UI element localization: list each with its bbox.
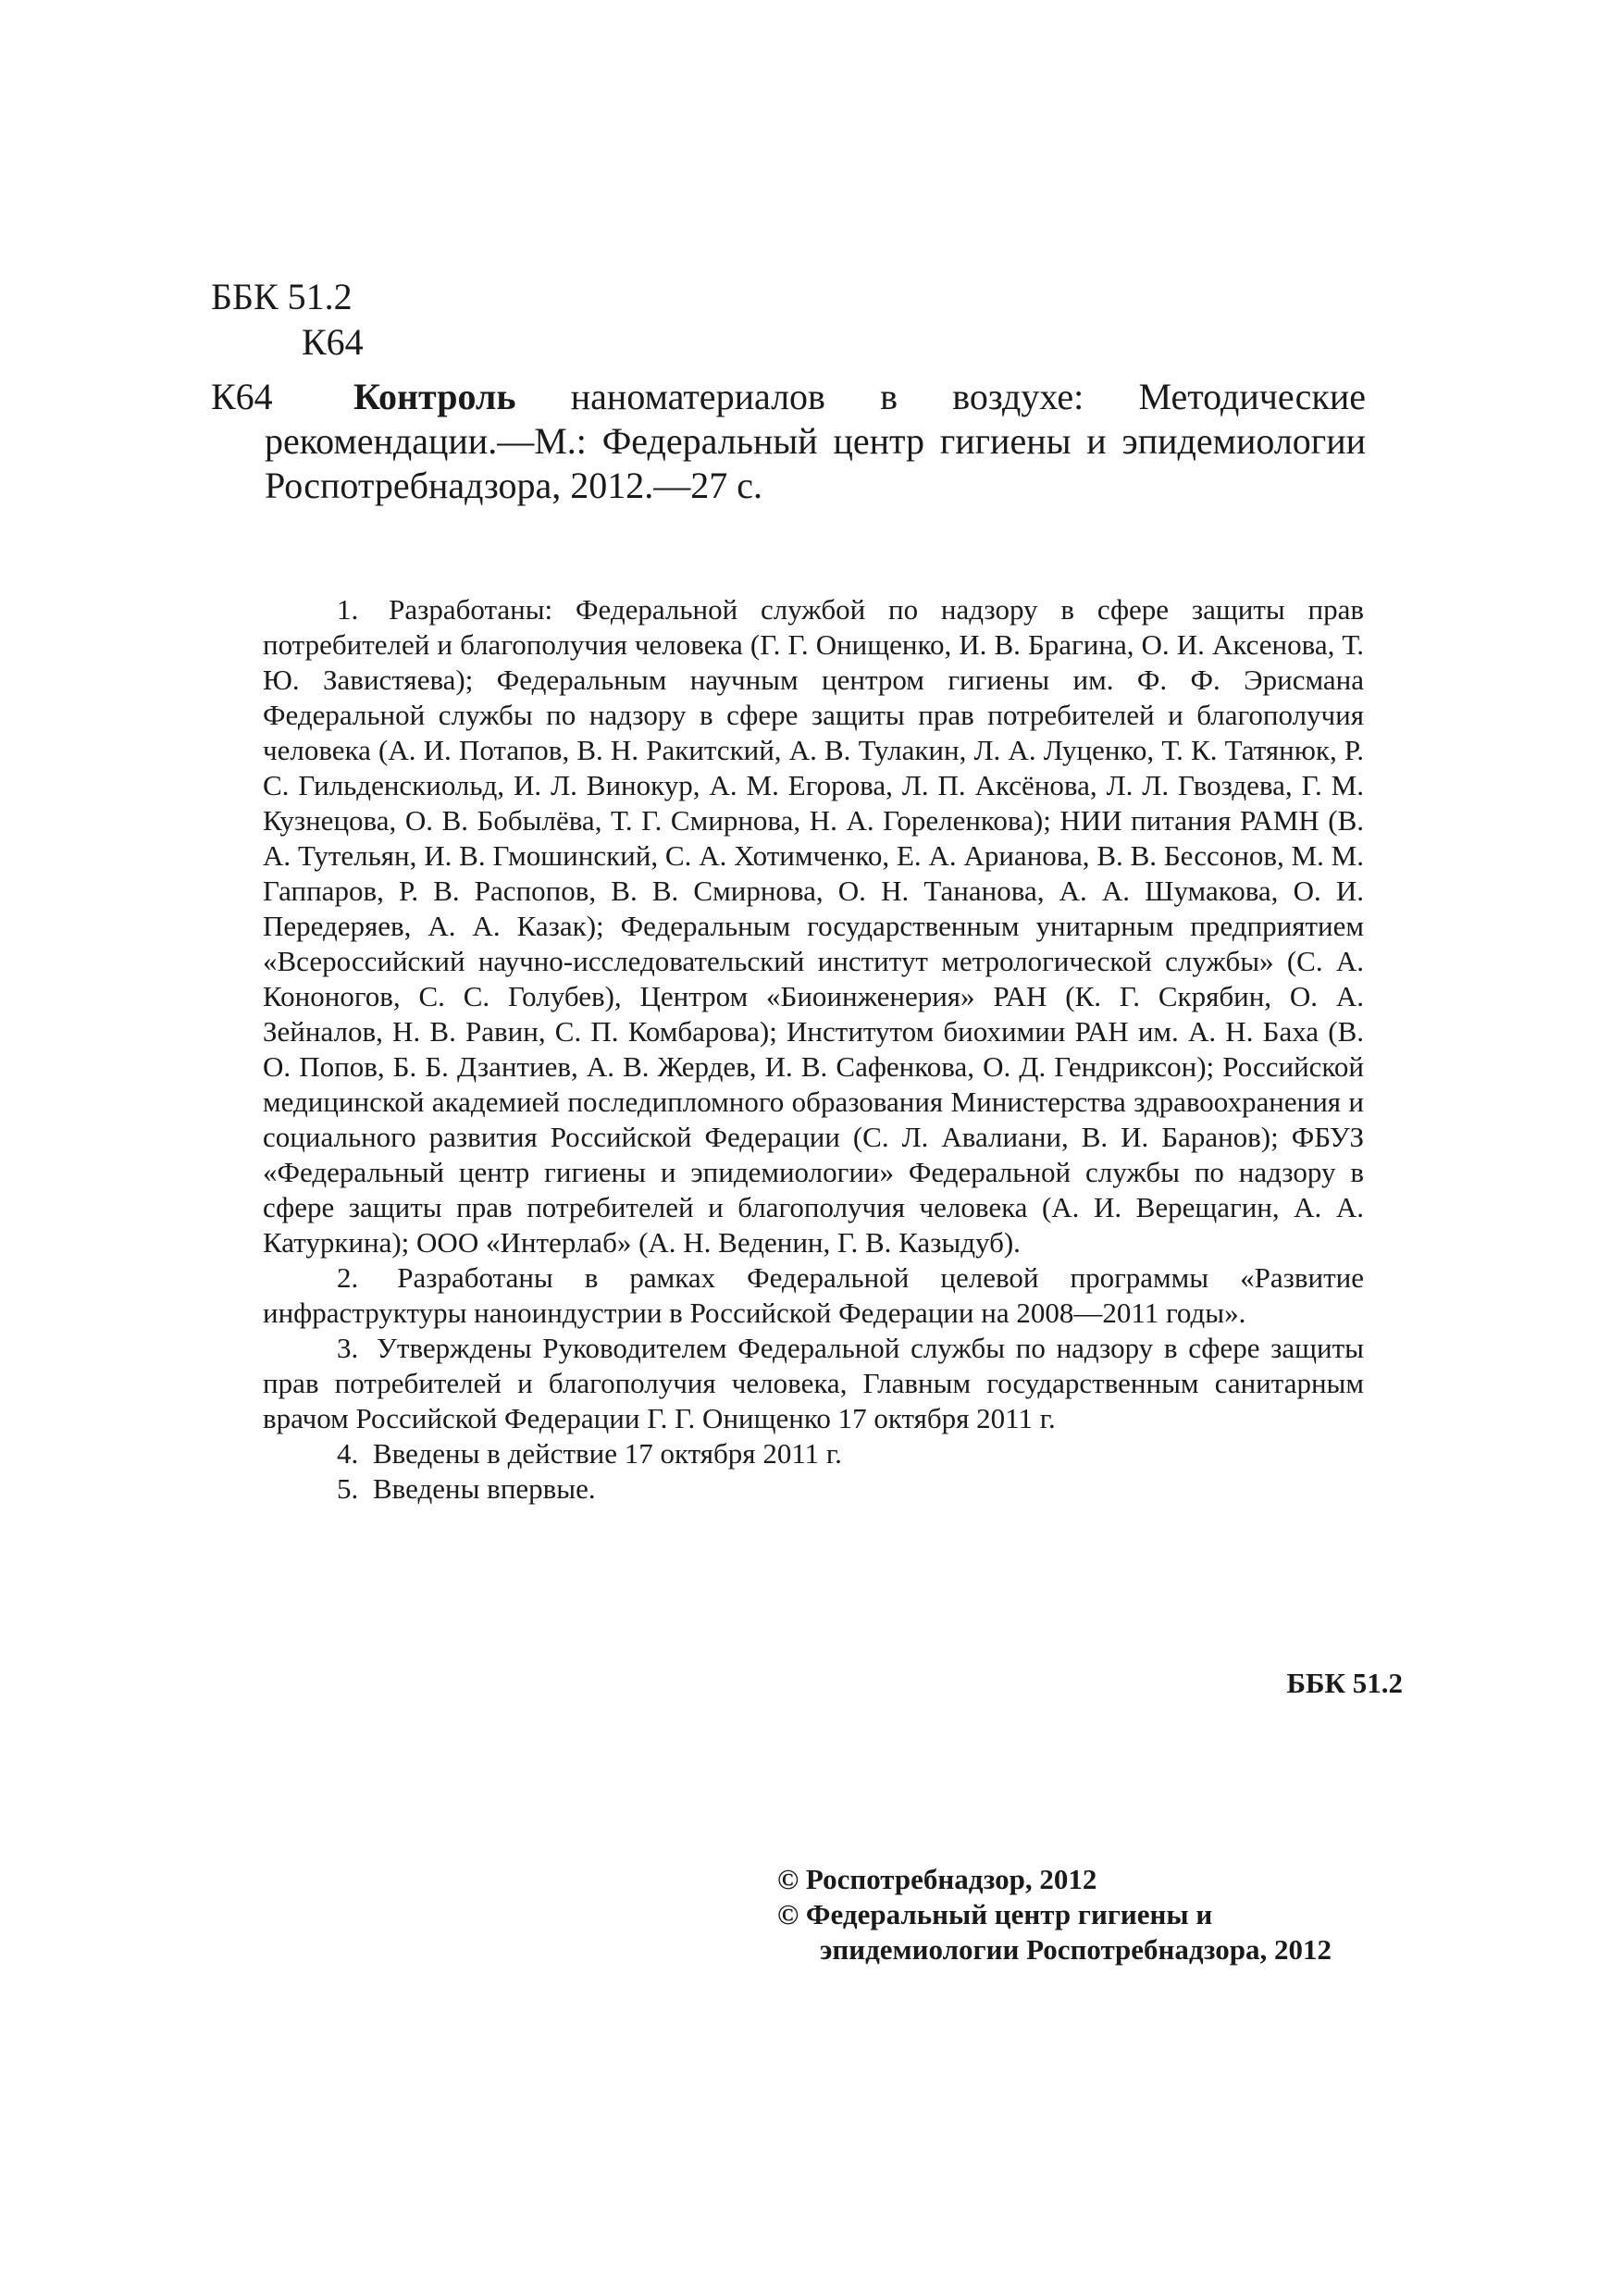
bbk-footer: ББК 51.2 xyxy=(1286,1667,1403,1699)
catalog-mark: К64 xyxy=(211,376,273,417)
credit-number: 2. xyxy=(337,1261,359,1294)
credit-number: 1. xyxy=(337,593,359,626)
catalog-title: Контроль xyxy=(353,376,516,417)
credit-number: 5. xyxy=(337,1472,359,1505)
credit-text: Разработаны: Федеральной службой по надзору в сфере защиты прав потребителей и благополучия человека (Г. Г. Онищенко, И. В. Брагина, О. И. Аксенова, Т. Ю. Завистяева); Федеральным научным центром гигиены им. Ф. Ф. Эрисмана Федеральной службы по надзору в сфере защиты прав потребителей и благополучия человека (А. И. Потапов, В. Н. Ракитский, А. В. Тулакин, Л. А. Луценко, Т. К. Татянюк, Р. С. Гильденскиольд, И. Л. Винокур, А. М. Егорова, Л. П. Аксёнова, Л. Л. Гвоздева, Г. М. Кузнецова, О. В. Бобылёва, Т. Г. Смирнова, Н. А. Гореленкова); НИИ питания РАМН (В. А. Тутельян, И. В. Гмошинский, С. А. Хотимченко, Е. А. Арианова, В. В. Бессонов, М. М. Гаппаров, Р. В. Распопов, В. В. Смирнова, О. Н. Тананова, А. А. Шумакова, О. И. Передеряев, А. А. Казак); Федеральным государственным унитарным предприятием «Всероссийский научно-исследовательский институт метрологической службы» (С. А. Кононогов, С. С. Голубев), Центром «Биоинженерия» РАН (К. Г. Скрябин, О. А. Зейналов, Н. В. Равин, С. П. Комбарова); Институтом биохимии РАН им. А. Н. Баха (В. О. Попов, Б. Б. Дзантиев, А. В. Жердев, И. В. Сафенкова, О. Д. Гендриксон); Российской медицинской академией последипломного образования Министерства здравоохранения и социального развития Российской Федерации (С. Л. Авалиани, В. И. Баранов); ФБУЗ «Федеральный центр гигиены и эпидемиологии» Федеральной службы по надзору в сфере защиты прав потребителей и благополучия человека (А. И. Верещагин, А. А. Катуркина); ООО «Интерлаб» (А. Н. Веденин, Г. В. Казыдуб). xyxy=(263,593,1365,1259)
credit-text: Утверждены Руководителем Федеральной службы по надзору в сфере защиты прав потребителей и благополучия человека, Главным государственным санитарным врачом Российской Федерации Г. Г. Онищенко 17 октября 2011 г. xyxy=(263,1332,1364,1434)
catalog-description xyxy=(265,375,1366,508)
bbk-header xyxy=(211,274,364,365)
author-mark: К64 xyxy=(302,321,364,363)
catalog-description-text: наноматериалов в воздухе: Методические рекомендации.—М.: Федеральный центр гигиены и эпидемиологии Роспотребнадзора, 2012.—27 с. xyxy=(265,376,1367,506)
copyright-block xyxy=(777,1862,1351,1967)
copyright-line: © Федеральный центр гигиены и эпидемиологии Роспотребнадзора, 2012 xyxy=(777,1898,1332,1966)
credit-number: 4. xyxy=(337,1437,359,1470)
credit-text: Введены в действие 17 октября 2011 г. xyxy=(373,1437,842,1470)
credit-number: 3. xyxy=(337,1332,359,1364)
credit-item-3 xyxy=(263,1331,1364,1436)
credit-item-1 xyxy=(263,592,1364,1260)
bbk-code: ББК 51.2 xyxy=(211,276,353,317)
catalog-entry xyxy=(211,375,1366,508)
copyright-line: © Роспотребнадзор, 2012 xyxy=(777,1863,1097,1895)
credit-item-4 xyxy=(263,1436,1364,1471)
credits-section xyxy=(263,592,1364,1507)
credit-item-5 xyxy=(263,1471,1364,1507)
credit-item-2 xyxy=(263,1260,1364,1331)
credit-text: Разработаны в рамках Федеральной целевой программы «Развитие инфраструктуры наноиндустрии в Российской Федерации на 2008—2011 годы». xyxy=(263,1261,1365,1329)
credit-text: Введены впервые. xyxy=(373,1472,596,1505)
